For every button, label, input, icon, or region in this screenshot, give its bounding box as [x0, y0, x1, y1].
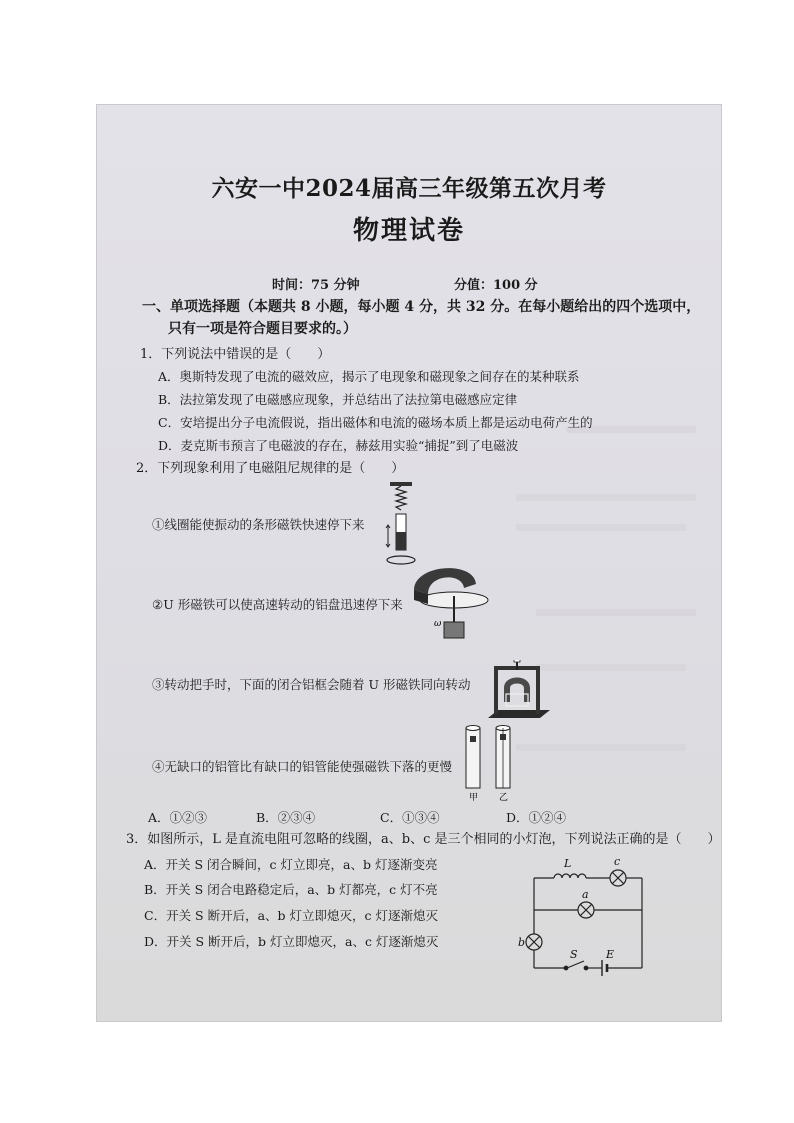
circuit-label-b: b: [518, 936, 526, 949]
q3-option-d: D．开关 S 断开后，b 灯立即熄灭，a、c 灯逐渐熄灭: [144, 934, 439, 949]
q2-stem: 2．下列现象利用了电磁阻尼规律的是（ ）: [136, 461, 405, 476]
q2-item-1: ①线圈能使振动的条形磁铁快速停下来: [152, 517, 365, 532]
circuit-label-c: c: [614, 855, 621, 868]
q1-option-b: B．法拉第发现了电磁感应现象，并总结出了法拉第电磁感应定律: [158, 392, 518, 407]
q2-item-3: ③转动把手时，下面的闭合铝框会随着 U 形磁铁同向转动: [152, 677, 471, 692]
circuit-label-S: S: [570, 948, 578, 961]
exam-score: 分值：100 分: [454, 278, 538, 293]
circuit-label-L: L: [564, 857, 572, 870]
omega-label: ω: [434, 619, 442, 629]
q3-stem: 3．如图所示，L 是直流电阻可忽略的线圈，a、b、c 是三个相同的小灯泡，下列说法正确的是（ ）: [126, 832, 721, 847]
q1-stem: 1．下列说法中错误的是（ ）: [140, 347, 331, 362]
tube-label-yi: 乙: [499, 793, 509, 803]
q2-item-2: ②U 形磁铁可以使高速转动的铝盘迅速停下来: [152, 597, 403, 612]
q2-item-4: ④无缺口的铝管比有缺口的铝管能使强磁铁下落的更慢: [152, 759, 453, 774]
circuit-label-a: a: [582, 888, 589, 901]
q1-option-a: A．奥斯特发现了电流的磁效应，揭示了电现象和磁现象之间存在的某种联系: [158, 369, 580, 384]
q2-choice-d: D．①②④: [506, 810, 567, 825]
show-through-mark: [516, 494, 696, 501]
circuit-diagram: [514, 854, 650, 980]
spring-magnet-figure: [378, 480, 428, 570]
circuit-label-E: E: [606, 948, 615, 961]
show-through-mark: [536, 609, 696, 616]
exam-time: 时间：75 分钟: [272, 278, 360, 293]
q2-choice-c: C．①③④: [380, 810, 440, 825]
tube-label-jia: 甲: [469, 793, 479, 803]
q2-choice-b: B．②③④: [256, 810, 316, 825]
q2-choice-a: A．①②③: [148, 810, 208, 825]
show-through-mark: [516, 524, 686, 531]
section-heading-line2: 只有一项是符合题目要求的。）: [168, 321, 357, 337]
show-through-mark: [516, 744, 686, 751]
q1-option-c: C．安培提出分子电流假说，指出磁体和电流的磁场本质上都是运动电荷产生的: [158, 415, 593, 430]
exam-sheet: [96, 104, 722, 1022]
u-magnet-disk-figure: [404, 560, 494, 646]
aluminium-tubes-figure: [462, 724, 524, 804]
q3-option-b: B．开关 S 闭合电路稳定后，a、b 灯都亮，c 灯不亮: [144, 882, 438, 897]
section-heading-line1: 一、单项选择题（本题共 8 小题，每小题 4 分，共 32 分。在每小题给出的四个选项中，: [142, 299, 701, 315]
q1-option-d: D．麦克斯韦预言了电磁波的存在，赫兹用实验“捕捉”到了电磁波: [158, 438, 519, 453]
exam-subtitle: 物理试卷: [352, 216, 465, 246]
q3-option-a: A．开关 S 闭合瞬间，c 灯立即亮，a、b 灯逐渐变亮: [144, 857, 438, 872]
section-heading: [142, 296, 702, 340]
q3-option-c: C．开关 S 断开后，a、b 灯立即熄灭，c 灯逐渐熄灭: [144, 908, 438, 923]
rotating-frame-figure: [484, 660, 552, 726]
show-through-mark: [536, 664, 686, 671]
exam-title: 六安一中2024届高三年级第五次月考: [211, 175, 607, 202]
